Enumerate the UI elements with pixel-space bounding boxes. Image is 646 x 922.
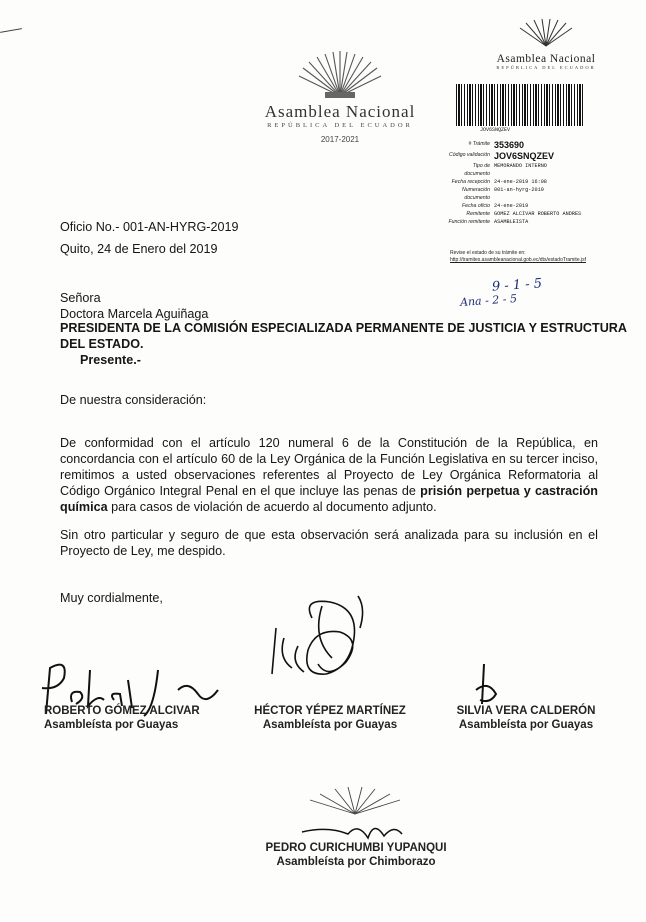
stamp-row (446, 210, 596, 218)
paragraph-1-emphasis: prisión perpetua y castración química (60, 484, 598, 514)
header-org-name: Asamblea Nacional (264, 102, 416, 121)
handwritten-note-1: 9 - 1 - 5 (491, 276, 543, 295)
stamp-value: GOMEZ ALCIVAR ROBERTO ANDRES (494, 211, 582, 217)
barcode-text: JOV6SNQZEV (480, 127, 511, 133)
header-emblem (250, 48, 430, 144)
stamp-value: 24-ene-2019 (494, 203, 529, 209)
stamp-value: ASAMBLEISTA (494, 219, 529, 225)
letter-date: Quito, 24 de Enero del 2019 (60, 242, 218, 256)
signatory-name: PEDRO CURICHUMBI YUPANQUI (265, 842, 447, 854)
signatory-role: Asambleísta por Guayas (44, 719, 179, 731)
signature-silvia-icon (462, 660, 512, 710)
recipient-position: PRESIDENTA DE LA COMISIÓN ESPECIALIZADA PERMANENTE DE JUSTICIA Y ESTRUCTURA DEL ESTADO. (60, 321, 627, 351)
header-org-sub: REPÚBLICA DEL ECUADOR (267, 122, 413, 129)
signatory-name: ROBERTO GÓMEZ ALCIVAR (44, 705, 200, 717)
stamp-label: Fecha oficio (462, 203, 490, 209)
signatory-role: Asambleísta por Guayas (458, 719, 594, 731)
stamp-value: 24-ene-2019 16:08 (494, 179, 547, 185)
stamp-org-name: Asamblea Nacional (496, 53, 596, 65)
stamp-footer-link[interactable]: http://tramites.asambleanacional.gob.ec/dts/estadoTramite.jsf (450, 257, 586, 263)
paragraph-1-end: para casos de violación de acuerdo al documento adjunto. (107, 500, 437, 514)
stamp-value: 353690 (494, 140, 525, 150)
stamp-row (446, 140, 596, 151)
condor-emblem-icon (295, 48, 385, 100)
stamp-row (446, 202, 596, 210)
stamp-label: Numeración documento (462, 187, 490, 201)
stamp-label: # Trámite (468, 141, 490, 147)
stamp-emblem (476, 18, 616, 70)
stamp-label: Código validación (449, 152, 490, 158)
stamp-value: 001-an-hyrg-2019 (494, 187, 544, 193)
reception-stamp (446, 18, 646, 308)
stamp-label: Fecha recepción (451, 179, 490, 185)
stamp-label: Remitente (466, 211, 490, 217)
signatory-4 (246, 841, 466, 869)
stamp-value: MEMORANDO INTERNO (494, 163, 547, 169)
stamp-fields (446, 140, 596, 226)
stamp-footer (450, 250, 588, 264)
recipient-presente: Presente.- (80, 353, 141, 367)
body-paragraph-2: Sin otro particular y seguro de que esta observación será analizada para su inclusión en el Proyecto de Ley, me despido. (60, 528, 598, 558)
stamp-org-sub: REPÚBLICA DEL ECUADOR (496, 65, 596, 70)
closing: Muy cordialmente, (60, 591, 163, 605)
recipient-name: Doctora Marcela Aguiñaga (60, 307, 209, 321)
stamp-row (446, 162, 596, 178)
stamp-row (446, 151, 596, 162)
stamp-label: Función remitente (448, 219, 490, 225)
signatory-3 (436, 704, 616, 732)
body-paragraph-1 (60, 435, 598, 515)
stamp-row (446, 178, 596, 186)
stamp-row (446, 218, 596, 226)
greeting: De nuestra consideración: (60, 393, 207, 407)
oficio-number: Oficio No.- 001-AN-HYRG-2019 (60, 220, 239, 234)
barcode (456, 84, 584, 126)
stamp-footer-text: Revise el estado de su trámite en: (450, 250, 526, 256)
margin-mark (0, 28, 22, 33)
signatory-2 (240, 704, 420, 732)
signature-hector-icon (262, 588, 382, 698)
recipient-title: Señora (60, 291, 101, 305)
signatory-role: Asambleísta por Guayas (262, 719, 398, 731)
stamp-condor-icon (516, 18, 576, 48)
stamp-row (446, 186, 596, 202)
signatory-name: HÉCTOR YÉPEZ MARTÍNEZ (254, 705, 406, 717)
stamp-label: Tipo de documento (464, 163, 490, 177)
signature-condor-mark-icon (280, 786, 430, 816)
signatory-1 (44, 704, 234, 732)
paragraph-1-text: De conformidad con el artículo 120 numeral 6 de la Constitución de la República, en concordancia con el artículo 60 de la Ley Orgánica de la Función Legislativa en su tercer inciso, remitimos a usted observaciones referentes al Proyecto de Ley Orgánica Reformatoria al Código Orgánico Integral Penal en el que incluye las penas de (60, 436, 598, 498)
signatory-name: SILVIA VERA CALDERÓN (456, 705, 596, 717)
handwritten-note-2: Ana - 2 - 5 (459, 292, 518, 309)
signatory-role: Asambleísta por Chimborazo (276, 856, 436, 868)
stamp-value: JOV6SNQZEV (494, 151, 555, 161)
header-period: 2017-2021 (320, 135, 360, 144)
